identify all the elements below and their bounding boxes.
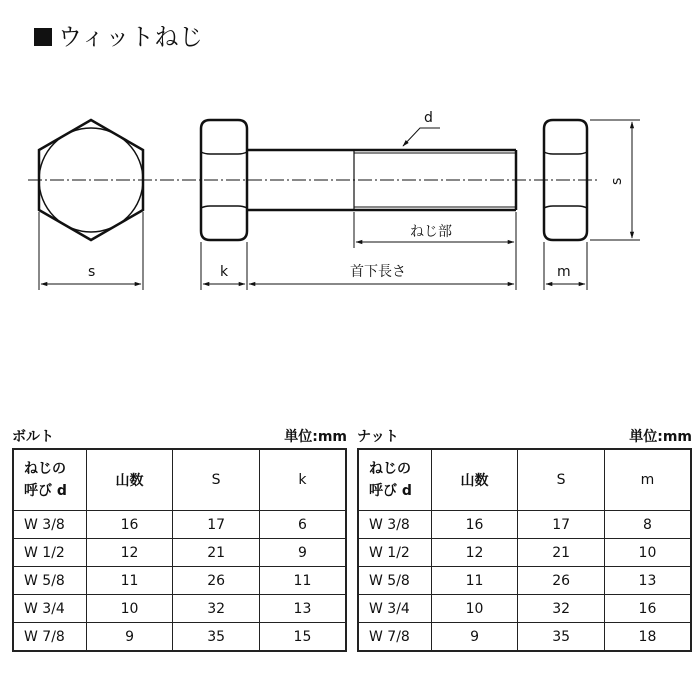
bolt-cell: W 3/8 — [13, 511, 86, 539]
bolt-cell: 17 — [173, 511, 260, 539]
nut-cell: W 7/8 — [358, 623, 431, 652]
nut-cell: 13 — [604, 567, 691, 595]
table-row — [358, 511, 691, 539]
bolt-cell: 26 — [173, 567, 260, 595]
bolt-cell: 9 — [259, 539, 346, 567]
nut-cell: 16 — [604, 595, 691, 623]
bolt-cell: 16 — [86, 511, 173, 539]
dim-d-label: d — [424, 110, 433, 126]
nut-header-m: m — [604, 449, 691, 511]
dim-length-label: 首下長さ — [350, 264, 406, 280]
bolt-cell: 9 — [86, 623, 173, 652]
nut-cell: 18 — [604, 623, 691, 652]
nut-cell: 9 — [431, 623, 518, 652]
table-row — [13, 595, 346, 623]
bolt-header-nominal-2: 呼び d — [24, 483, 67, 499]
dim-s-front-label: s — [88, 264, 96, 280]
bolt-cell: 13 — [259, 595, 346, 623]
bolt-header-k: k — [259, 449, 346, 511]
bolt-cell: 11 — [86, 567, 173, 595]
bolt-table-unit: 単位:mm — [284, 429, 347, 445]
bolt-table-title: ボルト — [12, 429, 54, 445]
table-row — [13, 567, 346, 595]
nut-cell: 21 — [518, 539, 605, 567]
bolt-cell: W 7/8 — [13, 623, 86, 652]
title-text: ウィットねじ — [58, 23, 204, 51]
nut-cell: 32 — [518, 595, 605, 623]
nut-cell: 12 — [431, 539, 518, 567]
bolt-table-header — [13, 449, 346, 511]
nut-header-nominal-1: ねじの — [369, 461, 411, 477]
bolt-cell: 11 — [259, 567, 346, 595]
bolt-cell: 12 — [86, 539, 173, 567]
bolt-cell: W 3/4 — [13, 595, 86, 623]
bolt-cell: W 5/8 — [13, 567, 86, 595]
nut-cell: 26 — [518, 567, 605, 595]
bolt-cell: 6 — [259, 511, 346, 539]
dim-s-side-label: s — [609, 177, 625, 185]
nut-table-block — [357, 420, 692, 652]
bolt-cell: 35 — [173, 623, 260, 652]
nut-table-unit: 単位:mm — [629, 429, 692, 445]
table-row — [13, 539, 346, 567]
bolt-header-s: S — [173, 449, 260, 511]
bolt-table — [12, 448, 347, 652]
nut-cell: W 5/8 — [358, 567, 431, 595]
bolt-cell: 21 — [173, 539, 260, 567]
bolt-table-block — [12, 420, 347, 652]
nut-cell: 35 — [518, 623, 605, 652]
table-row — [358, 567, 691, 595]
nut-table — [357, 448, 692, 652]
nut-cell: 16 — [431, 511, 518, 539]
bolt-header-nominal-1: ねじの — [24, 461, 66, 477]
bolt-nut-drawing — [0, 0, 700, 320]
dim-k-label: k — [220, 264, 229, 280]
nut-cell: 10 — [431, 595, 518, 623]
bolt-cell: 32 — [173, 595, 260, 623]
dim-thread-label: ねじ部 — [410, 224, 452, 240]
bolt-cell: 10 — [86, 595, 173, 623]
nut-header-threads: 山数 — [431, 449, 518, 511]
nut-cell: W 3/4 — [358, 595, 431, 623]
table-row — [13, 623, 346, 652]
nut-header-s: S — [518, 449, 605, 511]
dim-m-label: m — [557, 264, 571, 280]
nut-table-header — [358, 449, 691, 511]
nut-cell: 17 — [518, 511, 605, 539]
table-row — [358, 595, 691, 623]
table-row — [358, 539, 691, 567]
dim-d — [403, 128, 440, 146]
bolt-header-threads: 山数 — [86, 449, 173, 511]
nut-cell: W 1/2 — [358, 539, 431, 567]
nut-cell: 11 — [431, 567, 518, 595]
nut-header-nominal-2: 呼び d — [369, 483, 412, 499]
table-row — [13, 511, 346, 539]
nut-table-title: ナット — [357, 429, 399, 445]
table-row — [358, 623, 691, 652]
nut-cell: 10 — [604, 539, 691, 567]
nut-cell: W 3/8 — [358, 511, 431, 539]
bolt-cell: W 1/2 — [13, 539, 86, 567]
bolt-cell: 15 — [259, 623, 346, 652]
nut-cell: 8 — [604, 511, 691, 539]
